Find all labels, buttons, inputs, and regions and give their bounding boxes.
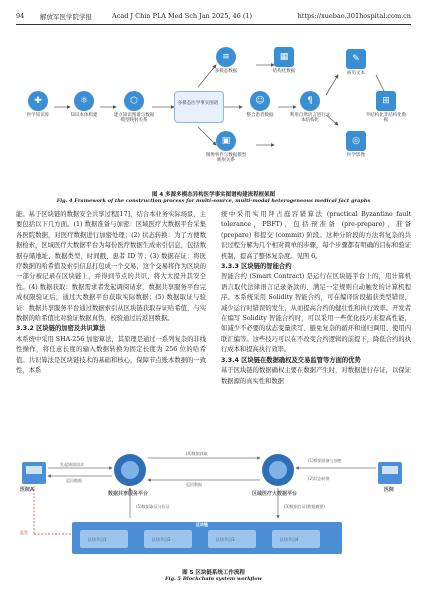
- return-data-label: 返回数据: [66, 478, 82, 483]
- block-node-4: 区块节点4: [280, 537, 299, 542]
- section-heading: 3.3.2 区块链的加密及共识算法: [16, 325, 106, 333]
- hospital-a-label: 医院A: [20, 487, 34, 493]
- paragraph: 本系统中采用 SHA-256 加密算法，其原理是通过一系列复杂的非线性操作，将任意长度的输入数据转换为固定长度为 256 位的哈希值。共识算法是区块链技术的基础和核心，保障节点账本数据的一致性，本系: [16, 335, 206, 375]
- node-integrate: ☺ 整合患者数据: [238, 91, 282, 118]
- journal-title-cn: 解放军医学院学报: [40, 13, 92, 21]
- patient-icon: ☺: [250, 91, 270, 111]
- section-heading: 3.3.3 区块链的智能合约: [221, 263, 292, 271]
- figure-5-caption-cn: 图 5 区块链系统工作流程: [182, 570, 245, 576]
- paragraph: 基于区块链的数据确权主要在数据产生时，对数据进行存证，以保证数据源的真实性和数据: [221, 367, 411, 385]
- figure-4-caption: [16, 190, 411, 204]
- node-event-mapping: ▣ 图像事件与数据模型映射关系: [204, 131, 248, 164]
- header-rule: [16, 24, 411, 25]
- node-multimodal: ≡ 多模态数据: [204, 47, 248, 74]
- block-node-1: 区块节点1: [88, 537, 107, 542]
- prepare-label: (1)数据准备与加密: [308, 458, 342, 463]
- fetch-label: (4)数据获取: [186, 451, 208, 456]
- request-label: 发起调阅请求: [60, 462, 84, 467]
- verify-label: (5)数据取证与验证: [136, 504, 170, 509]
- node-fact-graph: 多模态医学事实图谱: [177, 101, 219, 106]
- figure-5-diagram: [16, 418, 411, 563]
- page-header: [0, 0, 427, 30]
- journal-url: https://xuebao.301hospital.com.cn: [297, 12, 411, 20]
- image-icon: ▣: [216, 131, 236, 151]
- figure-5-caption-en: Fig. 5 Blockchain system workflow: [165, 576, 262, 582]
- figure-4-caption-cn: 图 4 多源多模态异构医学事实图谱构建流程框架图: [151, 192, 276, 198]
- paragraph: 智能合约 (Smart Contract) 是运行在区块链平台上的，用计算机语言取代法律语言记录条款的、满足一定规则自动触发的计算机程序。本系统采用 Solidity 智能合约，可在编译阶段捕获类型错误，减少运行时错误的发生，从而提高合约的健壮性和执行效率。开发者在编写 Solidity 智能合约时，可以采用一些优化技巧来提高性能，如减少不必要的状态变量读写、避免复杂的循环和递归调用、使用内联汇编等。这些技巧可以在不改变合约逻辑的前提下，降低合约的执行成本和提高执行效率。: [221, 273, 411, 354]
- bigdata-platform-label: 区域医疗大数据平台: [252, 491, 298, 497]
- state-label: (2)状态转换: [308, 476, 330, 481]
- section-heading: 3.3.4 区块链在数据确权及交易监管等方面的优势: [221, 356, 361, 364]
- block-node-3: 区块节点3: [216, 537, 235, 542]
- left-column: [16, 210, 206, 377]
- database-icon: ≡: [216, 47, 236, 67]
- table-icon: ▦: [274, 47, 294, 67]
- node-literature: ✚ 医学知识库: [16, 91, 60, 118]
- page-number: 94: [16, 12, 25, 20]
- node-build-mapping: ⬡ 建立知识图谱与数据模型映射关系: [112, 91, 156, 124]
- figure-5-caption: [16, 568, 411, 582]
- node-semi: ⊞ 半结构化非结构化数据: [364, 91, 408, 124]
- right-column: [221, 210, 411, 387]
- text-icon: ¶: [300, 91, 320, 111]
- store-label: (3)数据存证(数据摘要): [284, 504, 325, 509]
- network-icon: ⚛: [74, 91, 94, 111]
- journal-title-en: Acad J Chin PLA Med Sch Jan 2025, 46 (1): [112, 12, 253, 20]
- graph-icon: ⬡: [124, 91, 144, 111]
- node-nlp: ¶ 利用自然语言进行文本结构化: [288, 91, 332, 124]
- book-icon: ✚: [28, 91, 48, 111]
- node-knowledge-ontology: ⚛ 知识本体构建: [62, 91, 106, 118]
- semi-structured-icon: ⊞: [376, 91, 396, 111]
- document-icon: ✎: [346, 49, 366, 69]
- scan-icon: ◎: [346, 131, 366, 151]
- hospital-b-label: 医院: [384, 487, 395, 493]
- paragraph: 能。基于区块链的数据安全共享过程[17]，结合本业务实际场景，主要包括以下几方面。(1) 数据准备与加密：区域医疗大数据平台采集各医院数据，对医疗数据进行加密处理；(2) 状态转换：为了方便数据检索，区域医疗大数据平台为每份医疗数据生成索引信息，包括数据存储地址、数据类型、时间戳、患者 ID 等；(3) 数据存证：将医疗数据的哈希值及索引信息打包成一个交易，这个交易将作为区块的一部分被记录在区块链上，并得到节点的共识，将大大提升其安全性。(4) 数据获取：数据需求者发起调阅请求，数据共享服务平台完成权限验证后，通过大数据平台获取实际数据；(5) 数据取证与验证：数据共享服务平台通过数据索引从区块链获取存证哈希值，与实数据的哈希值比对验证数据真伪，校验通过后返回数据。: [16, 211, 206, 323]
- share-platform-label: 数据共享服务平台: [108, 491, 149, 497]
- blockchain-label: 区块链: [196, 522, 208, 527]
- return-data-label-2: 返回数据: [186, 482, 202, 487]
- node-imaging: ◎ 医学影像: [334, 131, 378, 158]
- figure-4-caption-en: Fig. 4 Framework of the construction process for multi-source, multi-modal heterogeneous medical fact graphs: [56, 198, 371, 204]
- node-structured: ▦ 结构化数据: [262, 47, 306, 74]
- node-emr: ✎ 病历文本: [334, 49, 378, 76]
- figure-4: [16, 35, 411, 185]
- figure-5: [16, 418, 411, 563]
- block-node-2: 区块节点2: [152, 537, 171, 542]
- paragraph: 统中采用实用拜占庭容错算法 (practical Byzantine fault tolerance，PBFT)，包括预准备 (pre-prepare)、准备 (prepare) 和提交 (commit) 阶段。这种分阶段的方法将复杂的共识过程分解为几个相对简单的步骤，每个步骤都有明确的目标和验证机制，提高了整体复杂度。见图 6。: [221, 211, 411, 260]
- regulator-label: 监管: [20, 530, 28, 535]
